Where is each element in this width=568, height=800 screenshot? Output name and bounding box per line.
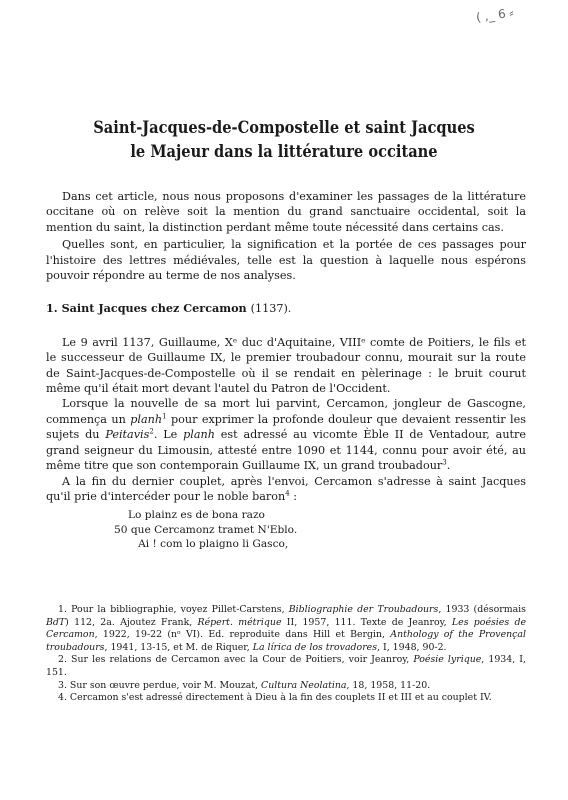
intro-paragraph-1: Dans cet article, nous nous proposons d'examiner les passages de la littérature occitane où on relève soit la mention du grand sanctuaire occidental, soit la mention du saint, la distinction perdant même toute nécessité dans certains cas.	[46, 190, 526, 234]
text-run: II, 1957, 111. Texte de Jeanroy,	[281, 616, 452, 628]
italic-term: planh	[130, 412, 163, 426]
intro-paragraph-2: Quelles sont, en particulier, la signification et la portée de ces passages pour l'histoire des lettres médiévales, telle est la question à laquelle nous espérons pouvoir répondre au terme de nos analyses.	[46, 238, 526, 283]
footnote-2	[46, 654, 526, 679]
footnotes	[46, 604, 526, 705]
title-line-2: le Majeur dans la littérature occitane	[130, 142, 438, 162]
footnote-ref-1: 1	[162, 412, 167, 421]
text-run: , 1922, 19-22 (nᵒ VI). Ed. reproduite dans Hill et Bergin,	[94, 629, 391, 641]
italic-title: BdT	[46, 616, 66, 628]
article-title	[40, 116, 528, 164]
body-paragraph-1: Le 9 avril 1137, Guillaume, Xᵉ duc d'Aquitaine, VIIIᵉ comte de Poitiers, le fils et le successeur de Guillaume IX, le premier troubadour connu, mourait sur la route de Saint-Jacques-de-Compostelle où il se rendait en pèlerinage : le bruit courut même qu'il était mort devant l'autel du Patron de l'Occident.	[46, 335, 526, 396]
text-run: , 1933 (désormais	[438, 604, 526, 615]
verse-line-2: 50 que Cercamonz tramet N'Eblo.	[114, 523, 298, 536]
footnote-ref-2: 2	[149, 427, 154, 436]
italic-term: Peitavis	[105, 428, 150, 442]
italic-title: Bibliographie der Troubadours	[288, 604, 439, 615]
body-paragraph-3	[46, 474, 526, 505]
section-heading	[46, 301, 526, 316]
italic-title: La lírica de los trovadores	[252, 641, 378, 653]
text-run: .	[446, 459, 451, 473]
text-run: est adressé au vicomte Èble II de Ventadour, autre grand seigneur du Limousin, attesté entre 1090 et 1144, connu pour avoir été, au même titre que son contemporain Guillaume IX, un grand troubadour	[46, 428, 526, 473]
title-line-1: Saint-Jacques-de-Compostelle et saint Jacques	[93, 118, 475, 138]
text-run: 3. Sur son œuvre perdue, voir M. Mouzat,	[58, 679, 262, 691]
footnote-ref-3: 3	[442, 458, 447, 467]
footnote-4: 4. Cercamon s'est adressé directement à Dieu à la fin des couplets II et III et au couplet IV.	[58, 692, 492, 704]
footnote-3	[46, 680, 526, 693]
italic-term: planh	[183, 428, 215, 442]
italic-title: Répert. métrique	[197, 616, 282, 628]
text-run: :	[289, 489, 298, 503]
article-body	[46, 189, 526, 552]
footnote-ref-4: 4	[285, 489, 290, 498]
section-title: 1. Saint Jacques chez Cercamon	[46, 301, 247, 316]
verse-line-1: Lo plainz es de bona razo	[128, 509, 265, 522]
verse-quotation	[114, 508, 526, 551]
text-run: 1. Pour la bibliographie, voyez Pillet-Carstens,	[58, 604, 289, 615]
text-run: , 1934, I, 151.	[46, 654, 526, 678]
section-date: (1137).	[250, 302, 292, 316]
italic-title: Les poésies de Cercamon	[46, 616, 526, 641]
text-run: 2. Sur les relations de Cercamon avec la Cour de Poitiers, voir Jeanroy,	[58, 654, 414, 666]
body-paragraph-2	[46, 396, 526, 473]
italic-title: Anthology of the Provençal troubadours	[46, 629, 526, 653]
text-run: . Le	[153, 428, 184, 442]
handwritten-mark: ( ,_ 6 ⸗	[475, 5, 515, 25]
text-run: A la fin du dernier couplet, après l'envoi, Cercamon s'adresse à saint Jacques qu'il prie d'intercéder pour le noble baron	[46, 474, 526, 503]
verse-line-3: Ai ! com lo plaigno li Gasco,	[128, 538, 289, 551]
text-run: , I, 1948, 90-2.	[377, 641, 447, 653]
text-run: Lorsque la nouvelle de sa mort lui parvint, Cercamon, jongleur de Gascogne, commença un	[46, 397, 526, 426]
text-run: , 1941, 13-15, et M. de Riquer,	[104, 641, 253, 653]
italic-title: Cultura Neolatina	[261, 679, 347, 691]
text-run: , 18, 1958, 11-20.	[346, 679, 431, 691]
footnote-1	[46, 604, 526, 654]
italic-title: Poésie lyrique	[413, 654, 482, 666]
text-run: ) 112, 2a. Ajoutez Frank,	[65, 616, 198, 628]
text-run: pour exprimer la profonde douleur que devaient ressentir les sujets du	[46, 412, 526, 442]
